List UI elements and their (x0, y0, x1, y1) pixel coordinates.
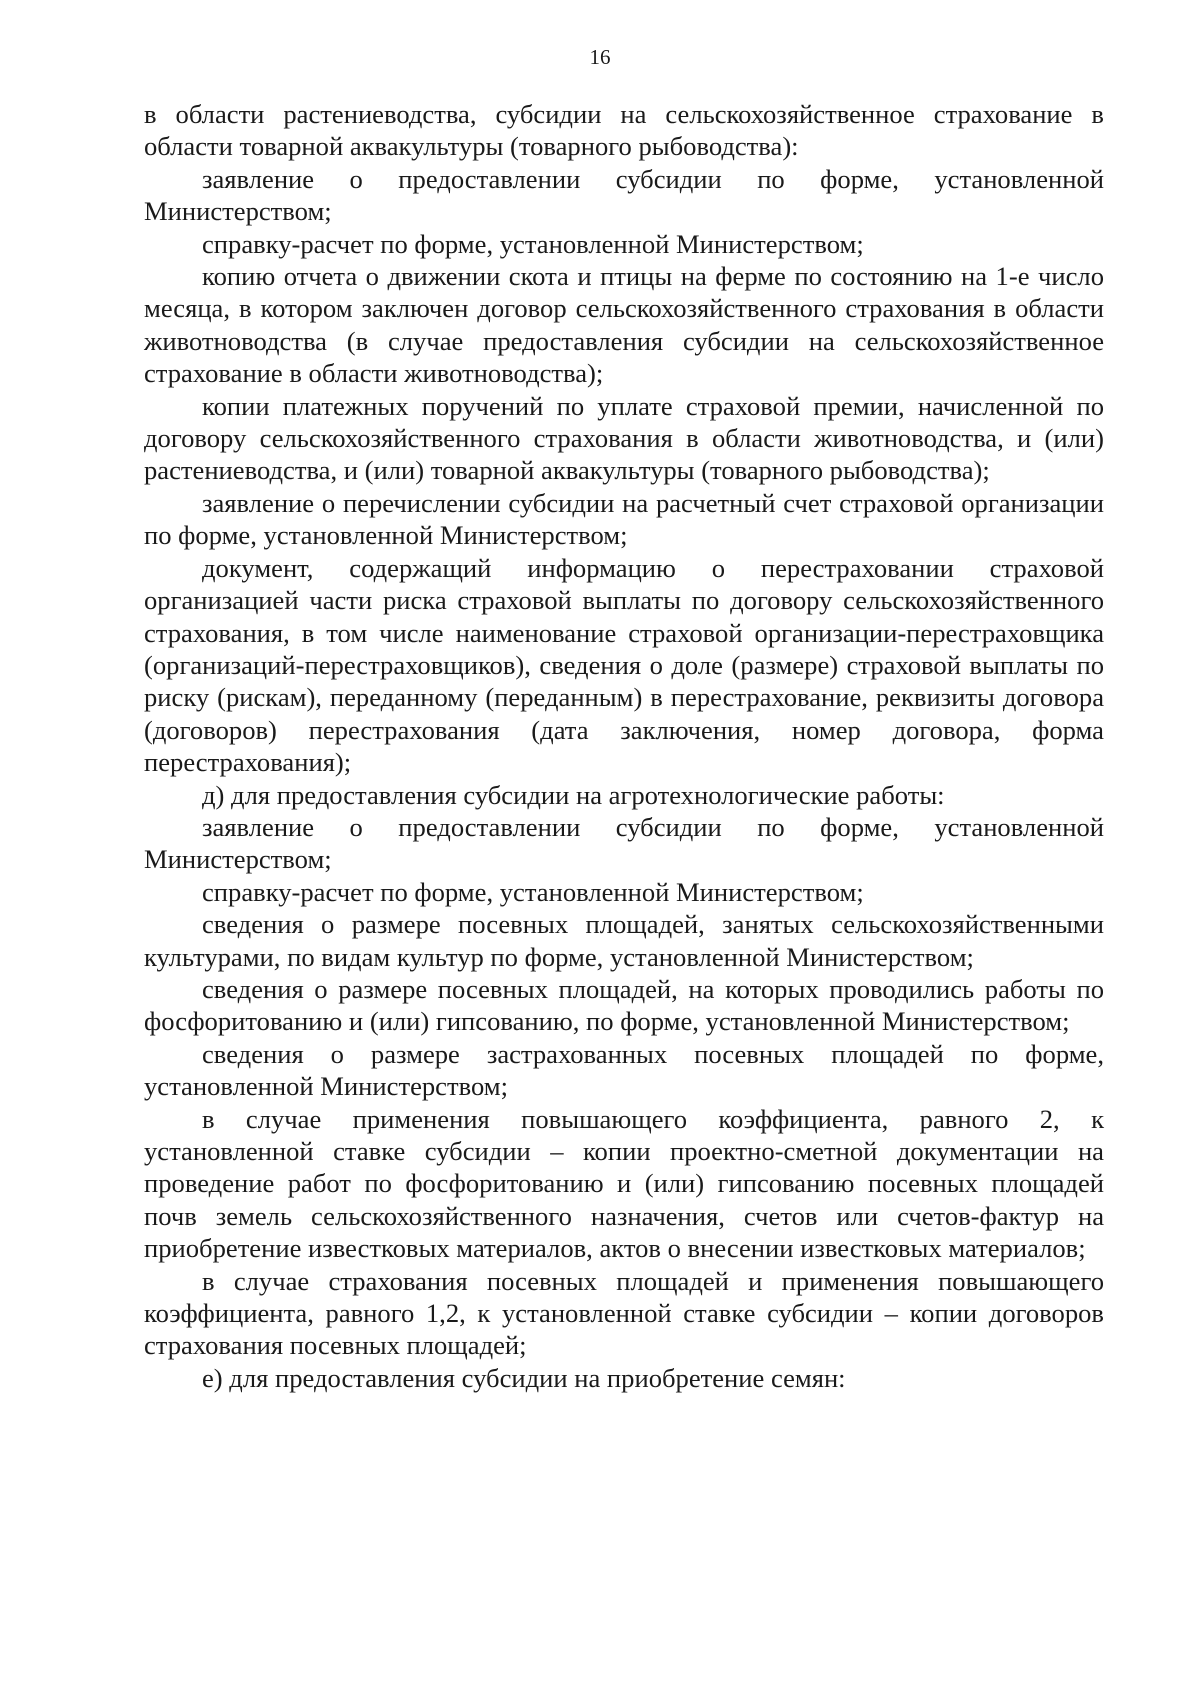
paragraph-11: сведения о размере посевных площадей, занятых сельскохозяйственными культурами, по видам культур по форме, установленной Министерством; (144, 909, 1104, 972)
paragraph-12: сведения о размере посевных площадей, на которых проводились работы по фосфоритованию и (или) гипсованию, по форме, установленной Министерством; (144, 973, 1104, 1037)
paragraph-13: сведения о размере застрахованных посевных площадей по форме, установленной Министерством; (144, 1038, 1104, 1102)
paragraph-5: копии платежных поручений по уплате страховой премии, начисленной по договору сельскохозяйственного страхования в области животноводства, и (или) растениеводства, и (или) товарной аквакультуры (товарного рыбоводства); (144, 390, 1104, 486)
paragraph-2: заявление о предоставлении субсидии по форме, установленной Министерством; (144, 163, 1104, 227)
paragraph-1: в области растениеводства, субсидии на сельскохозяйственное страхование в области товарной аквакультуры (товарного рыбоводства): (144, 99, 1104, 162)
paragraph-7: документ, содержащий информацию о перестраховании страховой организацией части риска страховой выплаты по договору сельскохозяйственного страхования, в том числе наименование страховой организации-перестраховщика (организаций-перестраховщиков), сведения о доле (размере) страховой выплаты по риску (рискам), переданному (переданным) в перестрахование, реквизиты договора (договоров) перестрахования (дата заключения, номер договора, форма перестрахования); (144, 552, 1104, 778)
paragraph-3: справку-расчет по форме, установленной Министерством; (202, 228, 864, 259)
page-number: 16 (589, 45, 611, 69)
paragraph-10: справку-расчет по форме, установленной Министерством; (202, 876, 864, 907)
paragraph-14: в случае применения повышающего коэффициента, равного 2, к установленной ставке субсидии – копии проектно-сметной документации на проведение работ по фосфоритованию и (или) гипсованию посевных площадей почв земель сельскохозяйственного назначения, счетов или счетов-фактур на приобретение известковых материалов, актов о внесении известковых материалов; (144, 1103, 1104, 1264)
paragraph-8-subheading-d: д) для предоставления субсидии на агротехнологические работы: (202, 779, 945, 810)
paragraph-6: заявление о перечислении субсидии на расчетный счет страховой организации по форме, установленной Министерством; (144, 487, 1104, 551)
paragraph-15: в случае страхования посевных площадей и применения повышающего коэффициента, равного 1,2, к установленной ставке субсидии – копии договоров страхования посевных площадей; (144, 1265, 1104, 1361)
paragraph-9: заявление о предоставлении субсидии по форме, установленной Министерством; (144, 811, 1104, 875)
paragraph-4: копию отчета о движении скота и птицы на ферме по состоянию на 1-е число месяца, в котором заключен договор сельскохозяйственного страхования в области животноводства (в случае предоставления субсидии на сельскохозяйственное страхование в области животноводства); (144, 261, 1104, 389)
document-body (144, 98, 1104, 1394)
paragraph-16-subheading-e: е) для предоставления субсидии на приобретение семян: (202, 1362, 846, 1393)
